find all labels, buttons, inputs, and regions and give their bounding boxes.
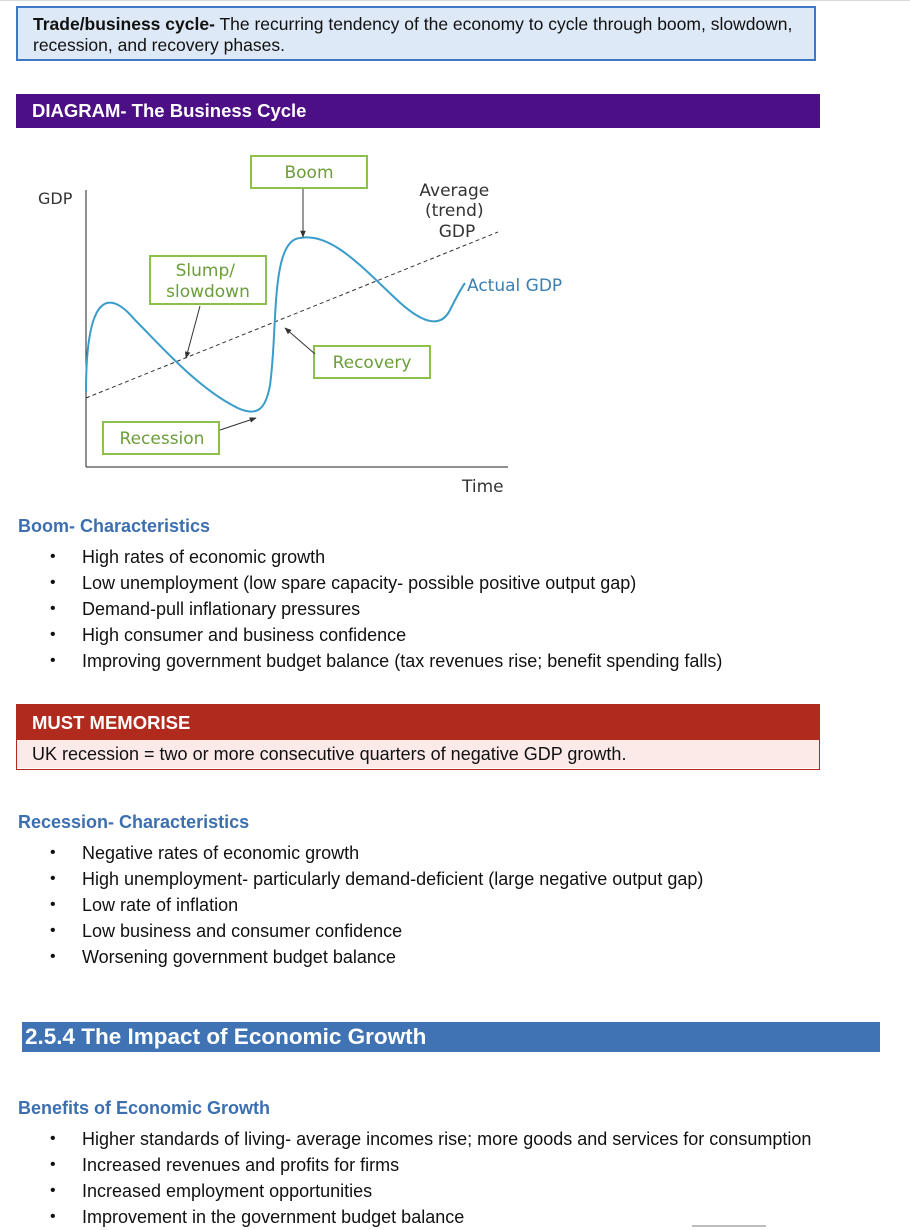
list-item: • Improving government budget balance (tax revenues rise; benefit spending falls) <box>0 648 722 674</box>
list-item: • Demand-pull inflationary pressures <box>0 596 722 622</box>
section-title: 2.5.4 The Impact of Economic Growth <box>22 1022 880 1052</box>
recession-list <box>0 840 703 970</box>
benefits-list <box>0 1126 811 1230</box>
y-axis-label: GDP <box>38 189 73 208</box>
list-item: • Worsening government budget balance <box>0 944 703 970</box>
actual-gdp-label: Actual GDP <box>467 276 563 296</box>
slump-label <box>166 261 250 302</box>
memorise-box <box>16 704 820 770</box>
diagram-header: DIAGRAM- The Business Cycle <box>16 94 820 128</box>
list-item: • Low business and consumer confidence <box>0 918 703 944</box>
business-cycle-diagram <box>0 140 620 510</box>
actual-gdp-curve <box>86 237 465 411</box>
benefits-heading: Benefits of Economic Growth <box>18 1098 271 1118</box>
recession-label: Recession <box>119 429 205 449</box>
x-axis-label: Time <box>462 477 504 497</box>
trend-label <box>419 181 494 242</box>
boom-heading: Boom- Characteristics <box>18 516 211 536</box>
trend-label-line-2: (trend) <box>425 201 484 221</box>
definition-box <box>16 6 816 61</box>
definition-term: Trade/business cycle- <box>33 14 215 34</box>
trend-line <box>86 232 498 398</box>
list-item: • Low unemployment (low spare capacity- possible positive output gap) <box>0 570 722 596</box>
boom-label: Boom <box>284 163 334 183</box>
boom-list <box>0 544 722 674</box>
trend-label-line-3: GDP <box>438 222 476 242</box>
recovery-label: Recovery <box>332 353 412 373</box>
list-item: • High unemployment- particularly demand-deficient (large negative output gap) <box>0 866 703 892</box>
page-footer-rule <box>692 1225 766 1227</box>
memorise-title: MUST MEMORISE <box>17 705 819 740</box>
list-item: • Increased revenues and profits for firms <box>0 1152 811 1178</box>
top-rule <box>0 0 910 1</box>
list-item: • Negative rates of economic growth <box>0 840 703 866</box>
definition-text: The recurring tendency of the economy to cycle through boom, slowdown, recession, and recovery phases. <box>33 14 793 55</box>
slump-arrow <box>186 306 200 358</box>
slump-label-line-2: slowdown <box>166 282 250 302</box>
slump-label-line-1: Slump/ <box>175 261 235 281</box>
list-item: • Higher standards of living- average incomes rise; more goods and services for consumption <box>0 1126 811 1152</box>
recovery-arrow <box>285 328 315 354</box>
trend-label-line-1: Average <box>419 181 490 201</box>
memorise-text: UK recession = two or more consecutive quarters of negative GDP growth. <box>17 740 819 768</box>
list-item: • High rates of economic growth <box>0 544 722 570</box>
recession-heading: Recession- Characteristics <box>18 812 250 832</box>
list-item: • High consumer and business confidence <box>0 622 722 648</box>
list-item: • Improvement in the government budget balance <box>0 1204 811 1230</box>
recession-arrow <box>220 418 256 430</box>
list-item: • Low rate of inflation <box>0 892 703 918</box>
list-item: • Increased employment opportunities <box>0 1178 811 1204</box>
